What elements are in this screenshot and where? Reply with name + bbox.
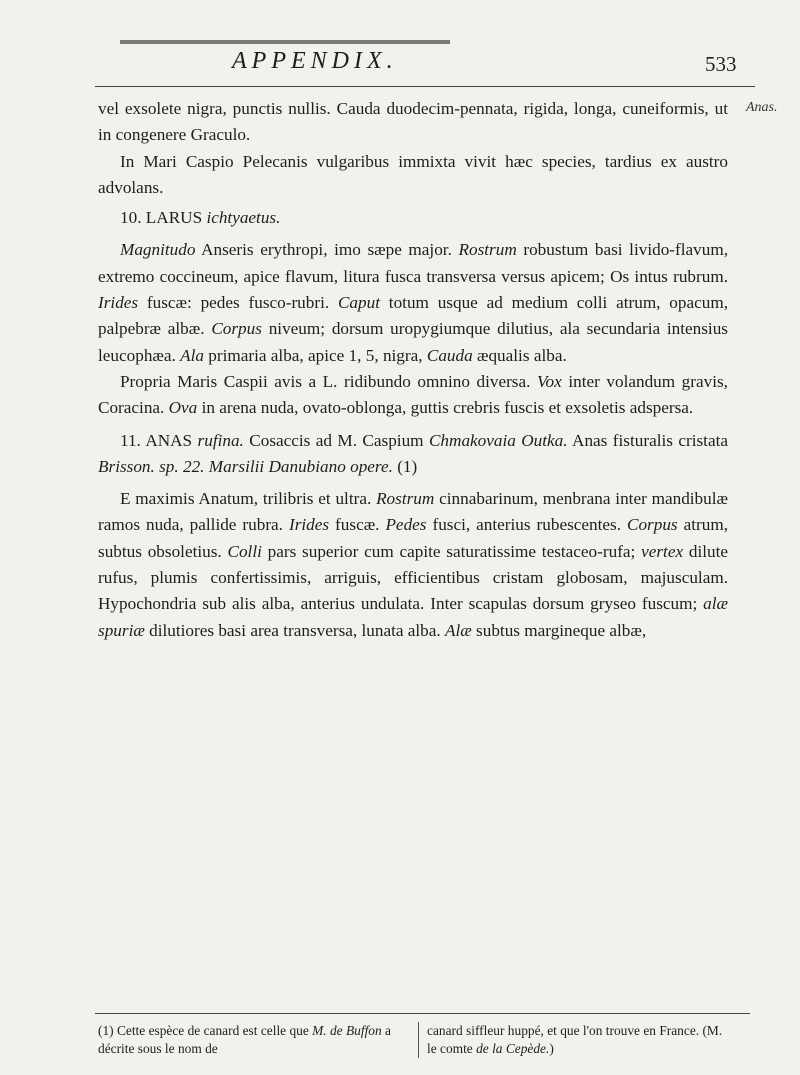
footnote-left — [98, 1022, 418, 1058]
term: Corpus — [211, 319, 262, 339]
header-rule — [95, 86, 755, 87]
text-run: pars superior cum capite saturatissime testaceo-rufa; — [261, 541, 642, 561]
paragraph-habitat: In Mari Caspio Pelecanis vulgaribus immixta vivit hæc species, tardius ex austro advolans. — [98, 151, 728, 197]
author-name: de la Cepède. — [476, 1041, 550, 1056]
text-run: fusci, anterius rubescentes. — [426, 515, 627, 535]
text-run: a décrite sous le nom de — [98, 1023, 391, 1056]
footnotes — [98, 1022, 728, 1058]
text-run: cinnabarinum, menbrana inter mandibulæ ramos nuda, pallide rubra. — [98, 489, 728, 535]
text-run: in arena nuda, ovato-oblonga, guttis crebris fuscis et exsoletis adspersa. — [197, 398, 694, 418]
section-heading-anas — [98, 428, 728, 481]
term: Magnitudo — [120, 240, 196, 260]
term: Alæ — [445, 620, 472, 640]
term: Ala — [180, 345, 204, 365]
text-run: æqualis alba. — [472, 345, 567, 365]
term: Cauda — [426, 345, 473, 365]
page-number: 533 — [705, 52, 737, 76]
text-run: dilute rufus, plumis confertissimis, arriguis, efficientibus cristam globosam, majusculam. Hypochondria sub alis alba, anterius undulata. Inter scapulas dorsum gryseo fuscum; — [98, 541, 728, 614]
text-run: E maximis Anatum, trilibris et ultra. — [120, 489, 377, 509]
footnote-right — [418, 1022, 727, 1058]
section-number: 10. — [120, 208, 142, 228]
term: Pedes — [385, 515, 427, 535]
text-run: Cosaccis ad M. Caspium — [243, 430, 429, 450]
text-run: canard siffleur huppé, et que l'on trouve en France. (M. le comte — [427, 1023, 723, 1056]
citation: Brisson. sp. 22. — [98, 456, 205, 476]
text-run: 11. ANAS — [120, 430, 198, 450]
text-run: (1) Cette espèce de canard est celle que — [98, 1023, 313, 1038]
text-run: inter volandum gravis, Coracina. — [98, 371, 728, 418]
term: Ova — [168, 398, 198, 418]
text-run: atrum, subtus obsoletius. — [98, 515, 728, 561]
section-heading-larus — [98, 205, 728, 231]
text-run: primaria alba, apice 1, 5, nigra, — [203, 345, 427, 365]
species-name: ichtyaetus. — [206, 208, 281, 228]
text-run: Propria Maris Caspii avis a L. ridibundo omnino diversa. — [120, 371, 537, 391]
term: Vox — [536, 371, 562, 391]
page-header — [0, 46, 800, 86]
paragraph-cauda: vel exsolete nigra, punctis nullis. Cauda duodecim-pennata, rigida, longa, cuneiformis, ut in congenere Graculo. — [98, 99, 728, 145]
marginal-note: Anas. — [746, 100, 778, 115]
term: Irides — [288, 515, 330, 535]
term: Corpus — [627, 515, 678, 535]
top-rule — [120, 40, 450, 44]
vernacular-name: Chmakovaia Outka. — [428, 430, 568, 450]
text-run: ) — [549, 1041, 554, 1056]
text-run: robustum basi livido-flavum, extremo coccineum, apice flavum, litura fusca transversa versus apicem; Os intus rubrum. — [98, 240, 728, 286]
term: Rostrum — [376, 489, 435, 509]
term: vertex — [641, 541, 684, 561]
paragraph-larus-description — [98, 237, 728, 368]
genus-name: LARUS — [145, 208, 203, 228]
citation: Marsilii Danubiano opere. — [208, 456, 393, 476]
term: Rostrum — [458, 240, 517, 260]
text-run: fuscæ. — [329, 515, 386, 535]
author-name: M. de Buffon — [312, 1023, 382, 1038]
footnote-ref: (1) — [392, 456, 418, 476]
text-run: niveum; dorsum uropygiumque dilutius, ala secundaria intensius leucophæa. — [98, 319, 728, 365]
paragraph-anas-description — [98, 486, 728, 644]
text-run: dilutiores basi area transversa, lunata alba. — [144, 620, 445, 640]
running-head: APPENDIX. — [232, 48, 398, 74]
text-run: subtus margineque albæ, — [471, 620, 647, 640]
paragraph-larus-habits — [98, 369, 728, 422]
text-run: totum usque ad medium colli atrum, opacum, palpebræ albæ. — [98, 293, 728, 339]
term: Irides — [98, 293, 139, 313]
body-text — [98, 96, 728, 644]
footnote-rule — [95, 1013, 750, 1014]
term: Colli — [227, 541, 262, 561]
species-name: rufina. — [197, 430, 244, 450]
text-run: Anas fisturalis cristata — [567, 430, 728, 450]
term: Caput — [337, 293, 380, 313]
term: alæ spuriæ — [98, 594, 728, 640]
text-run: Anseris erythropi, imo sæpe major. — [195, 240, 459, 260]
text-run: fuscæ: pedes fusco-rubri. — [138, 293, 338, 313]
